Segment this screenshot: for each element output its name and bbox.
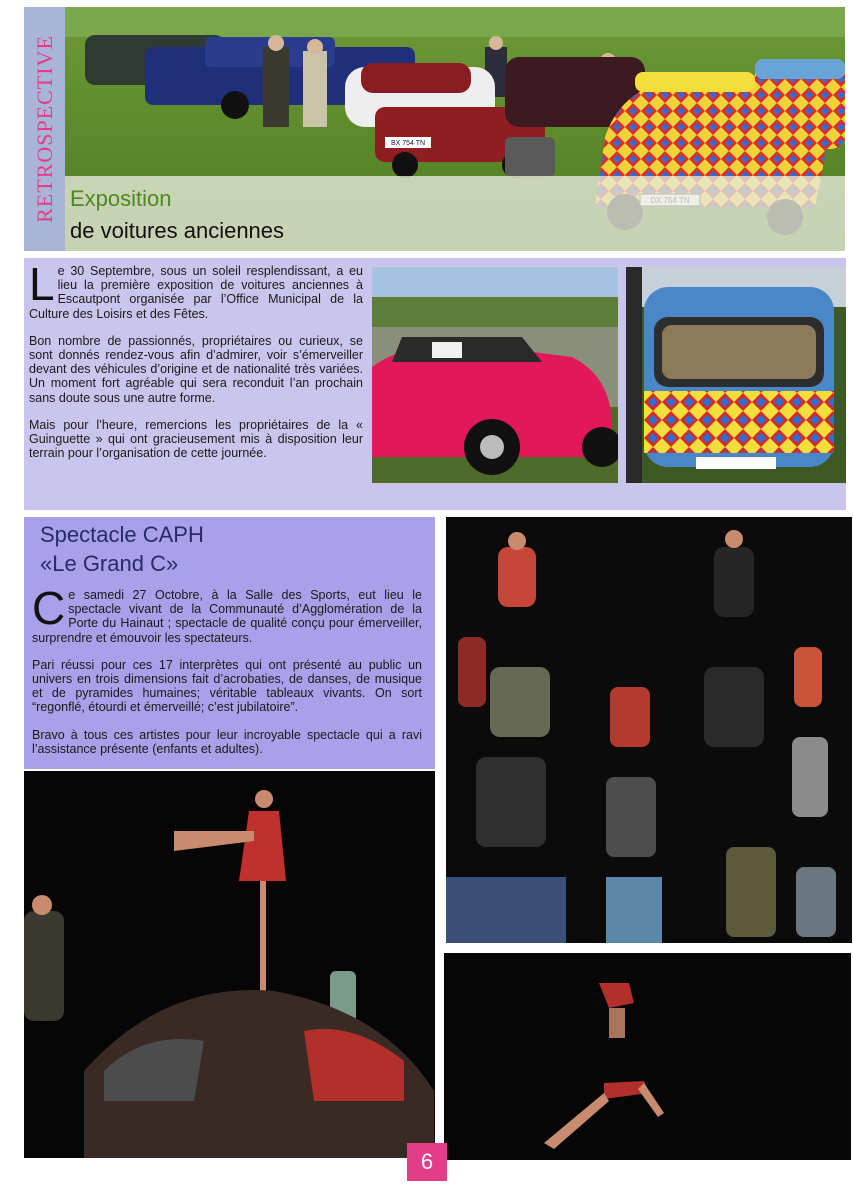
article-paragraph: Mais pour l’heure, remercions les propriétaires de la « Guinguette » qui ont gracieusement mis à disposition leur terrain pour l’organisation de cette journée.	[29, 417, 363, 461]
article-paragraph: Bon nombre de passionnés, propriétaires ou curieux, se sont donnés rendez-vous afin d’admirer, voir s’émerveiller devant des véhicules d’origine et de nationalité très variées. Un moment fort agréable qui sera reconduit l’an prochain sans doute sous une autre forme.	[29, 333, 363, 405]
spectacle-subtitle: «Le Grand C»	[40, 551, 179, 576]
acrobatic-jump-photo	[444, 953, 851, 1160]
article-paragraph: Ce samedi 27 Octobre, à la Salle des Sports, eut lieu le spectacle vivant de la Communauté d’Agglomération de la Porte du Hainaut ; spectacle de qualité conçu pour émerveiller, surprendre et émouvoir les spectateurs.	[32, 582, 422, 645]
exhibition-article	[29, 258, 363, 473]
plate-text-2: BX 754 TN	[390, 140, 426, 147]
article-paragraph: Bravo à tous ces artistes pour leur incroyable spectacle qui a ravi l’assistance présente (enfants et adultes).	[32, 727, 422, 756]
acrobats-photo	[24, 771, 435, 1158]
red-beetle-photo	[372, 267, 618, 483]
page-number-badge: 6	[407, 1143, 447, 1181]
article-paragraph: Le 30 Septembre, sous un soleil resplendissant, a eu lieu la première exposition de voitures anciennes à Escautpont organisée par l’Office Municipal de la Culture des Loisirs et des Fêtes.	[29, 258, 363, 321]
spectacle-article	[32, 582, 422, 769]
article-paragraph: Pari réussi pour ces 17 interprètes qui ont présenté au public un univers en trois dimensions fait d’acrobaties, de danses, de musique et de pyramides humaines; véritable tableaux vivants. On sort “regonflé, étourdi et émerveillé; c’est jubilatoire”.	[32, 657, 422, 715]
human-pyramid-photo	[446, 517, 852, 943]
drop-cap: L	[29, 258, 55, 310]
harlequin-2cv-photo	[626, 267, 846, 483]
spectacle-title: Spectacle CAPH	[40, 522, 204, 547]
exhibition-title: Exposition	[70, 186, 172, 211]
exhibition-subtitle: de voitures anciennes	[70, 218, 285, 243]
drop-cap: C	[32, 582, 66, 634]
section-tab-label: RETROSPECTIVE	[31, 35, 57, 223]
